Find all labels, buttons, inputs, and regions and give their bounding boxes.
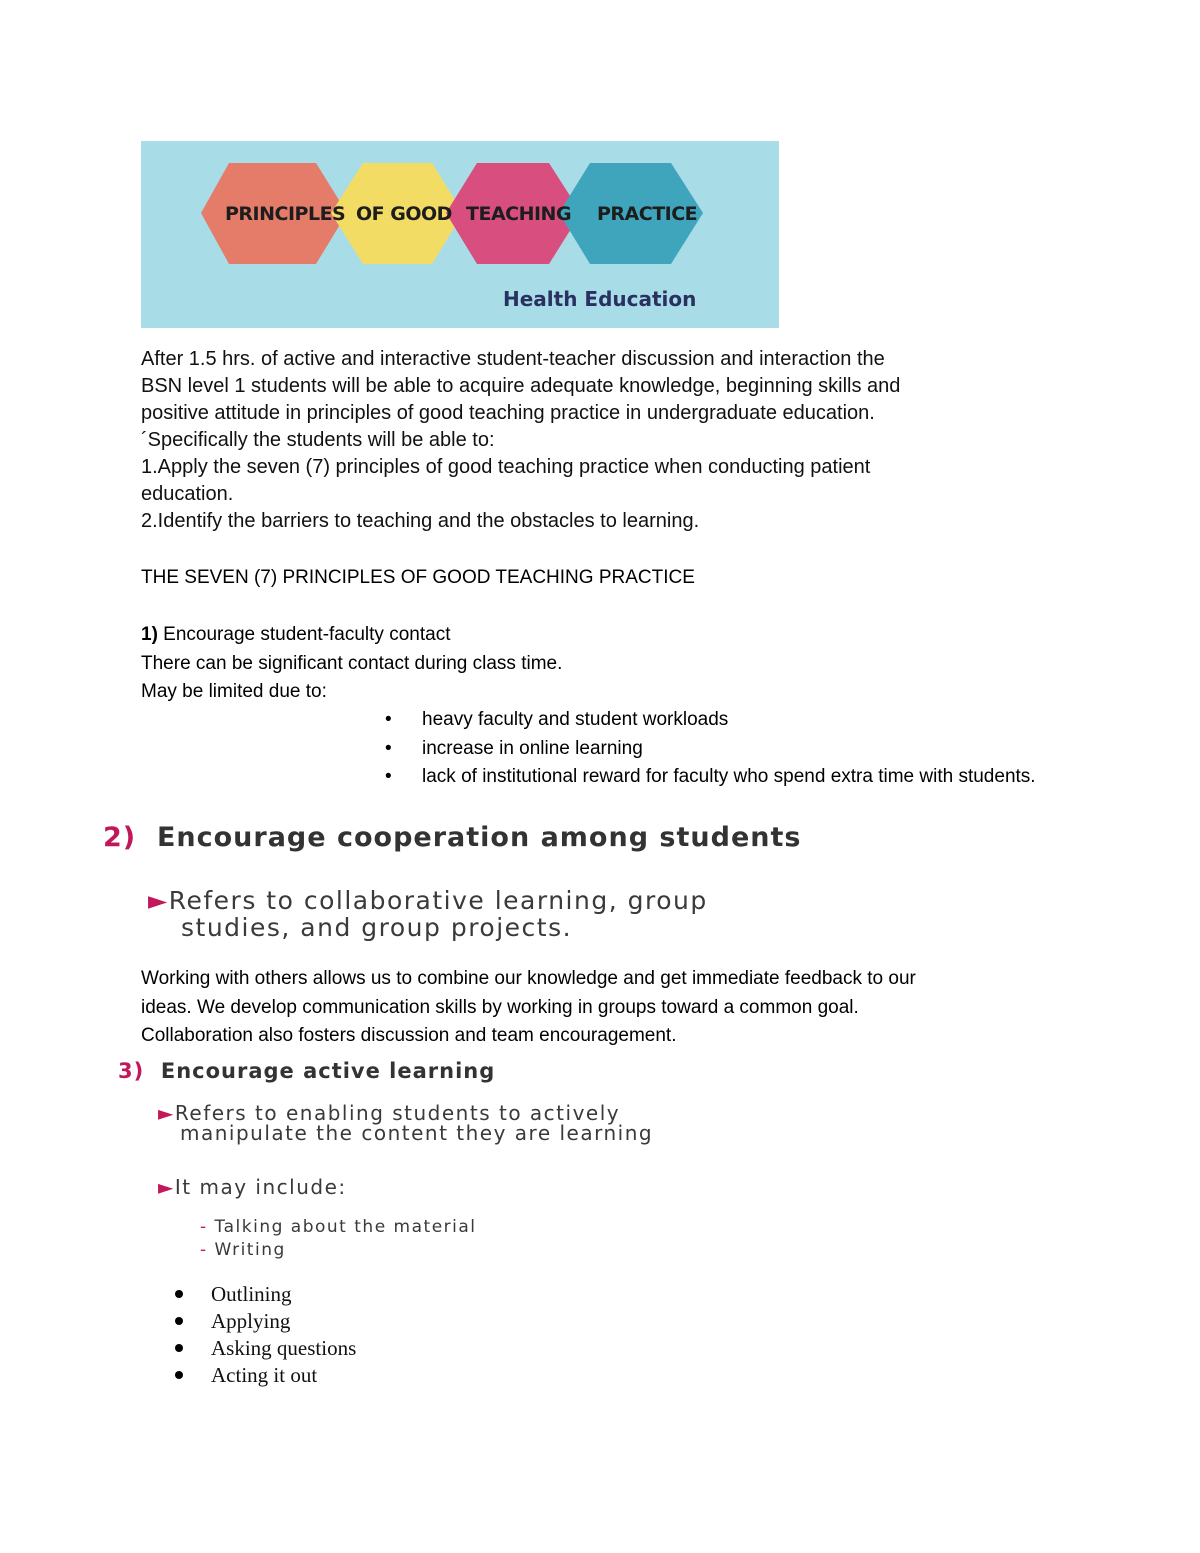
principle-2-heading (103, 822, 801, 853)
arrow-icon: ► (148, 886, 169, 915)
arrow-icon: ► (158, 1175, 175, 1199)
dash-icon: - (200, 1217, 208, 1237)
principle-2-line: studies, and group projects. (181, 913, 573, 942)
bullet-icon: • (385, 766, 392, 787)
paragraph-line: ideas. We develop communication skills by working in groups toward a common goal. (141, 996, 859, 1018)
banner-word-1: PRINCIPLES (225, 203, 346, 225)
list-item (175, 1308, 356, 1335)
list-item (200, 1216, 477, 1239)
principle-1-bullets (385, 706, 1065, 792)
bullet-icon (175, 1290, 183, 1298)
paragraph-line: Collaboration also fosters discussion and team encouragement. (141, 1025, 677, 1046)
principle-1-line: May be limited due to: (141, 681, 327, 702)
principle-3-number: 3) (118, 1059, 145, 1083)
intro-line: 2.Identify the barriers to teaching and the obstacles to learning. (141, 510, 700, 532)
principle-3-heading (118, 1059, 495, 1083)
principle-3-line: manipulate the content they are learning (180, 1121, 654, 1145)
list-item-text: Writing (214, 1240, 286, 1260)
principle-3-slide-text (158, 1103, 958, 1143)
list-item (175, 1362, 356, 1389)
intro-line: 1.Apply the seven (7) principles of good teaching practice when conducting patient (141, 456, 871, 478)
principle-2-line: Refers to collaborative learning, group (168, 886, 708, 915)
principle-3-include-text: It may include: (174, 1175, 347, 1199)
principle-3-include (158, 1175, 347, 1199)
bullet-icon (175, 1344, 183, 1352)
list-item-text: increase in online learning (422, 737, 643, 759)
list-item-text: Asking questions (211, 1336, 357, 1360)
list-item-text: Applying (211, 1309, 291, 1333)
banner-image (141, 141, 779, 328)
principle-3-bullets (175, 1281, 356, 1389)
principle-3-line: Refers to enabling students to actively (174, 1101, 621, 1125)
list-item (175, 1281, 356, 1308)
principle-2-paragraph (141, 965, 1041, 1051)
principle-2-number: 2) (103, 822, 137, 853)
principle-3-sublist (200, 1216, 477, 1262)
principle-1-title-text: Encourage student-faculty contact (157, 624, 451, 645)
principle-1 (141, 621, 1091, 707)
list-item-text: Talking about the material (214, 1217, 477, 1237)
bullet-icon: • (385, 709, 392, 730)
list-item-text: lack of institutional reward for faculty who spend extra time with students. (422, 766, 1036, 787)
list-item (385, 706, 1065, 735)
list-item-text: Acting it out (211, 1363, 318, 1387)
intro-line: education. (141, 483, 234, 505)
bullet-icon: • (385, 737, 392, 759)
list-item-text: heavy faculty and student workloads (422, 709, 729, 730)
paragraph-line: Working with others allows us to combine our knowledge and get immediate feedback to our (141, 968, 916, 989)
list-item (385, 763, 1065, 792)
bullet-icon (175, 1317, 183, 1325)
bullet-icon (175, 1371, 183, 1379)
principle-2-slide-text (148, 887, 1048, 941)
banner-subtitle: Health Education (503, 287, 697, 311)
list-item (385, 735, 1065, 764)
principle-3-title: Encourage active learning (160, 1059, 496, 1083)
intro-line: BSN level 1 students will be able to acquire adequate knowledge, beginning skills and (141, 375, 901, 397)
banner-word-2: OF GOOD (356, 203, 452, 225)
intro-line: positive attitude in principles of good teaching practice in undergraduate education. (141, 402, 875, 424)
intro-line: After 1.5 hrs. of active and interactive student-teacher discussion and interaction the (141, 348, 885, 370)
banner-word-4: PRACTICE (597, 203, 698, 225)
principle-1-number: 1) (141, 624, 158, 645)
list-item-text: Outlining (211, 1282, 292, 1306)
banner-graphic (141, 141, 779, 328)
intro-paragraph (141, 346, 1141, 535)
list-item (200, 1239, 477, 1262)
list-item (175, 1335, 356, 1362)
dash-icon: - (200, 1240, 208, 1260)
section-heading: THE SEVEN (7) PRINCIPLES OF GOOD TEACHING PRACTICE (141, 567, 695, 588)
principle-1-line: There can be significant contact during class time. (141, 652, 563, 674)
principle-1-title (141, 621, 1091, 650)
intro-line: ´Specifically the students will be able to: (141, 429, 495, 451)
banner-word-3: TEACHING (466, 203, 572, 225)
principle-2-title: Encourage cooperation among students (156, 822, 802, 853)
arrow-icon: ► (158, 1101, 175, 1125)
